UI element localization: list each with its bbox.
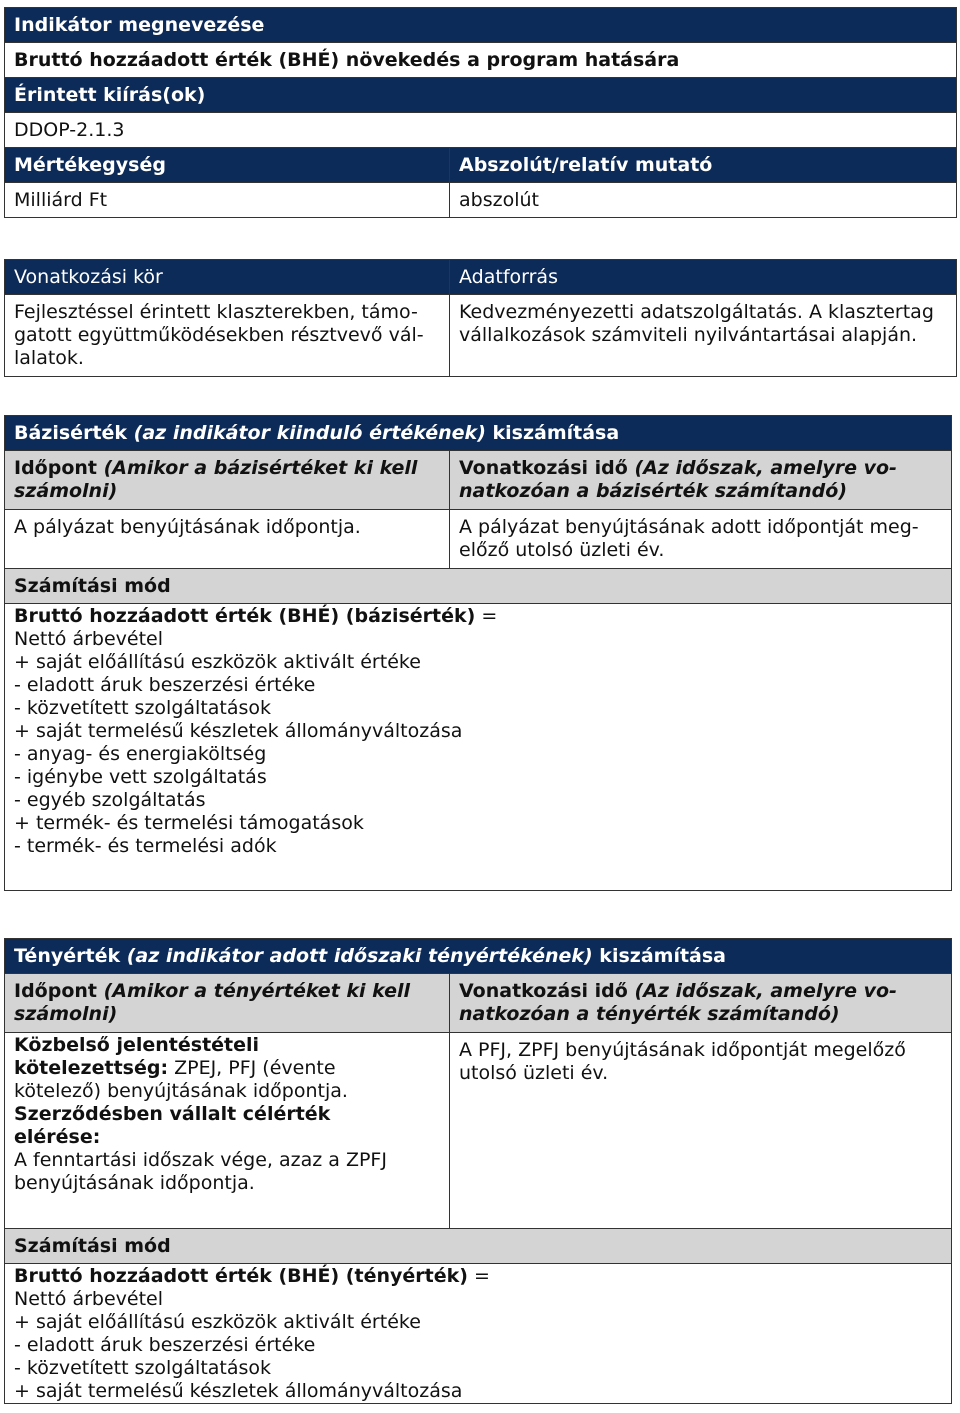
formula-line: - igénybe vett szolgáltatás (14, 766, 267, 788)
formula-line: - közvetített szolgáltatások (14, 697, 272, 719)
actual-table (4, 938, 952, 1404)
measure-type-value: abszolút (450, 183, 957, 218)
unit-value: Milliárd Ft (5, 183, 450, 218)
baseline-ref-label: Vonatkozási idő (Az időszak, amelyre vo- natkozóan a bázisérték számítandó) (450, 451, 952, 510)
actual-title: Tényérték (az indikátor adott időszaki tényértékének) kiszámítása (5, 939, 952, 974)
formula-line: Nettó árbevétel (14, 1288, 164, 1310)
formula-line: - eladott áruk beszerzési értéke (14, 1334, 316, 1356)
baseline-method-label: Számítási mód (5, 569, 952, 604)
formula-line: + saját termelésű készletek állományváltozása (14, 1380, 463, 1402)
baseline-time-value: A pályázat benyújtásának időpontja. (5, 510, 450, 569)
formula-line: + saját előállítású eszközök aktivált értéke (14, 651, 421, 673)
formula-line: + termék- és termelési támogatások (14, 812, 364, 834)
formula-line: - közvetített szolgáltatások (14, 1357, 272, 1379)
baseline-table (4, 415, 952, 891)
formula-line: - eladott áruk beszerzési értéke (14, 674, 316, 696)
scope-source-table (4, 259, 957, 377)
actual-formula: Bruttó hozzáadott érték (BHÉ) (tényérték) = Nettó árbevétel + saját előállítású eszközök aktivált értéke - eladott áruk beszerzési értéke - közvetített szolgáltatások + saját termelésű készletek állományváltozása (5, 1264, 952, 1404)
formula-line: + saját előállítású eszközök aktivált értéke (14, 1311, 421, 1333)
actual-time-value: Közbelső jelentéstételi kötelezettség: ZPEJ, PFJ (évente kötelező) benyújtásának időpontja. Szerződésben vállalt célérték elérése: A fenntartási időszak vége, azaz a ZPFJ benyújtásának időpontja. (5, 1033, 450, 1229)
calls-label: Érintett kiírás(ok) (5, 78, 957, 113)
source-label: Adatforrás (450, 260, 957, 295)
baseline-title: Bázisérték (az indikátor kiinduló értékének) kiszámítása (5, 416, 952, 451)
indicator-name-label: Indikátor megnevezése (5, 8, 957, 43)
indicator-name: Bruttó hozzáadott érték (BHÉ) növekedés a program hatására (5, 43, 957, 78)
scope-value: Fejlesztéssel érintett klaszterekben, támo- gatott együttműködésekben résztvevő vál- lalatok. (5, 295, 450, 377)
baseline-ref-value: A pályázat benyújtásának adott időpontját meg- előző utolsó üzleti év. (450, 510, 952, 569)
formula-line: Nettó árbevétel (14, 628, 164, 650)
baseline-formula: Bruttó hozzáadott érték (BHÉ) (bázisérték) = Nettó árbevétel + saját előállítású eszközök aktivált értéke - eladott áruk beszerzési értéke - közvetített szolgáltatások + saját termelésű készletek állományváltozása - anyag- és energiaköltség - igénybe vett szolgáltatás - egyéb szolgáltatás + termék- és termelési támogatások - termék- és termelési adók (5, 604, 952, 891)
scope-label: Vonatkozási kör (5, 260, 450, 295)
formula-line: + saját termelésű készletek állományváltozása (14, 720, 463, 742)
formula-line: - anyag- és energiaköltség (14, 743, 267, 765)
formula-line: - egyéb szolgáltatás (14, 789, 206, 811)
formula-line: - termék- és termelési adók (14, 835, 277, 857)
baseline-time-label: Időpont (Amikor a bázisértéket ki kell számolni) (5, 451, 450, 510)
indicator-table (4, 7, 957, 218)
unit-label: Mértékegység (5, 148, 450, 183)
actual-ref-value: A PFJ, ZPFJ benyújtásának időpontját megelőző utolsó üzleti év. (450, 1033, 952, 1229)
actual-method-label: Számítási mód (5, 1229, 952, 1264)
actual-time-label: Időpont (Amikor a tényértéket ki kell számolni) (5, 974, 450, 1033)
actual-ref-label: Vonatkozási idő (Az időszak, amelyre vo- natkozóan a tényérték számítandó) (450, 974, 952, 1033)
calls-value: DDOP-2.1.3 (5, 113, 957, 148)
source-value: Kedvezményezetti adatszolgáltatás. A klasztertag vállalkozások számviteli nyilvántartásai alapján. (450, 295, 957, 377)
measure-type-label: Abszolút/relatív mutató (450, 148, 957, 183)
